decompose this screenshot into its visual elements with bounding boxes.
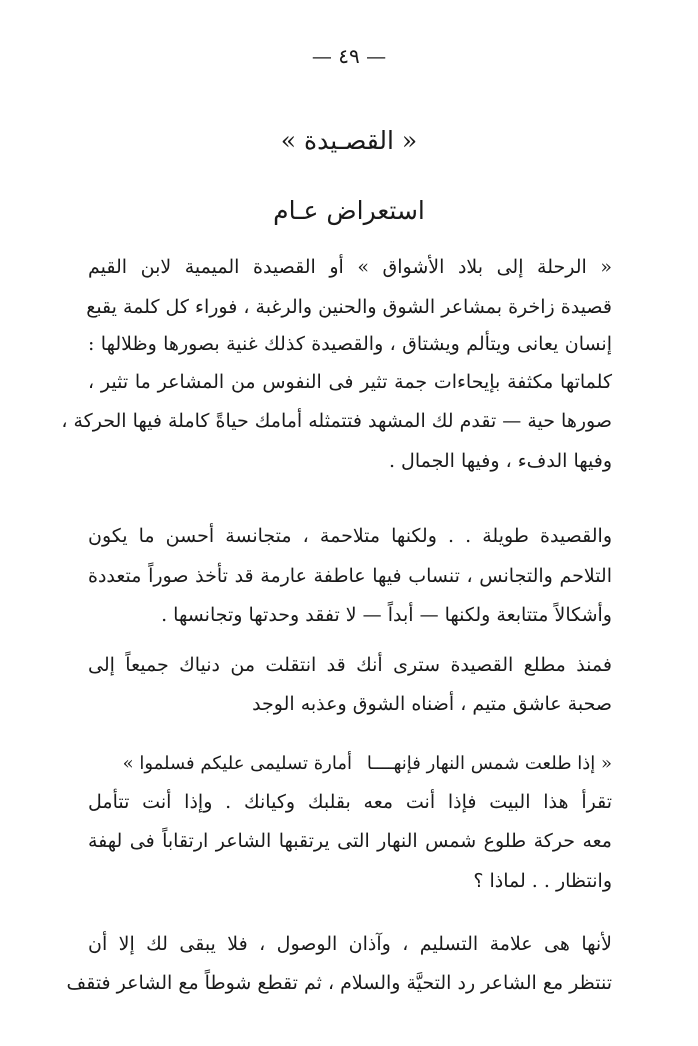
text-line: صورها حية — تقدم لك المشهد فتتمثله أمامك حياةً كاملة فيها الحركة ، xyxy=(61,410,612,432)
text-line: وانتظار . . لماذا ؟ xyxy=(473,870,612,892)
text-line: معه حركة طلوع شمس النهار التى يرتقبها الشاعر ارتقاباً فى لهفة xyxy=(88,830,612,852)
text-line: لأنها هى علامة التسليم ، وآذان الوصول ، فلا يبقى لك إلا أن xyxy=(88,933,612,955)
poem-verse xyxy=(88,749,612,779)
text-line: والقصيدة طويلة . . ولكنها متلاحمة ، متجانسة أحسن ما يكون xyxy=(88,525,612,547)
text-line: « الرحلة إلى بلاد الأشواق » أو القصيدة الميمية لابن القيم xyxy=(88,256,612,278)
text-line: تقرأ هذا البيت فإذا أنت معه بقلبك وكيانك . وإذا أنت تتأمل xyxy=(88,791,612,813)
text-line: صحبة عاشق متيم ، أضناه الشوق وعذبه الوجد xyxy=(252,693,612,715)
verse-hemistich-second: أمارة تسليمى عليكم فسلموا » xyxy=(122,753,352,774)
page-number: — ٤٩ — xyxy=(311,44,387,68)
verse-hemistich-first: « إذا طلعت شمس النهار فإنهــــا xyxy=(366,753,612,774)
text-line: التلاحم والتجانس ، تنساب فيها عاطفة عارمة قد تأخذ صوراً متعددة xyxy=(88,565,612,587)
text-line: إنسان يعانى ويتألم ويشتاق ، والقصيدة كذلك غنية بصورها وظلالها : xyxy=(88,333,612,355)
text-line: تنتظر مع الشاعر رد التحيَّة والسلام ، ثم تقطع شوطاً مع الشاعر فتقف xyxy=(66,972,612,994)
text-line: كلماتها مكثفة بإيحاءات جمة تثير فى النفوس من المشاعر ما تثير ، xyxy=(88,371,612,393)
text-line: قصيدة زاخرة بمشاعر الشوق والحنين والرغبة ، فوراء كل كلمة يقبع xyxy=(86,296,612,318)
text-line: وفيها الدفء ، وفيها الجمال . xyxy=(388,450,612,472)
text-line: فمنذ مطلع القصيدة سترى أنك قد انتقلت من دنياك جميعاً إلى xyxy=(88,654,612,676)
text-line: وأشكالاً متتابعة ولكنها — أبداً — لا تفقد وحدتها وتجانسها . xyxy=(161,604,612,626)
section-title: « القصـيدة » xyxy=(280,126,418,155)
section-subtitle: استعراض عـام xyxy=(273,196,425,225)
